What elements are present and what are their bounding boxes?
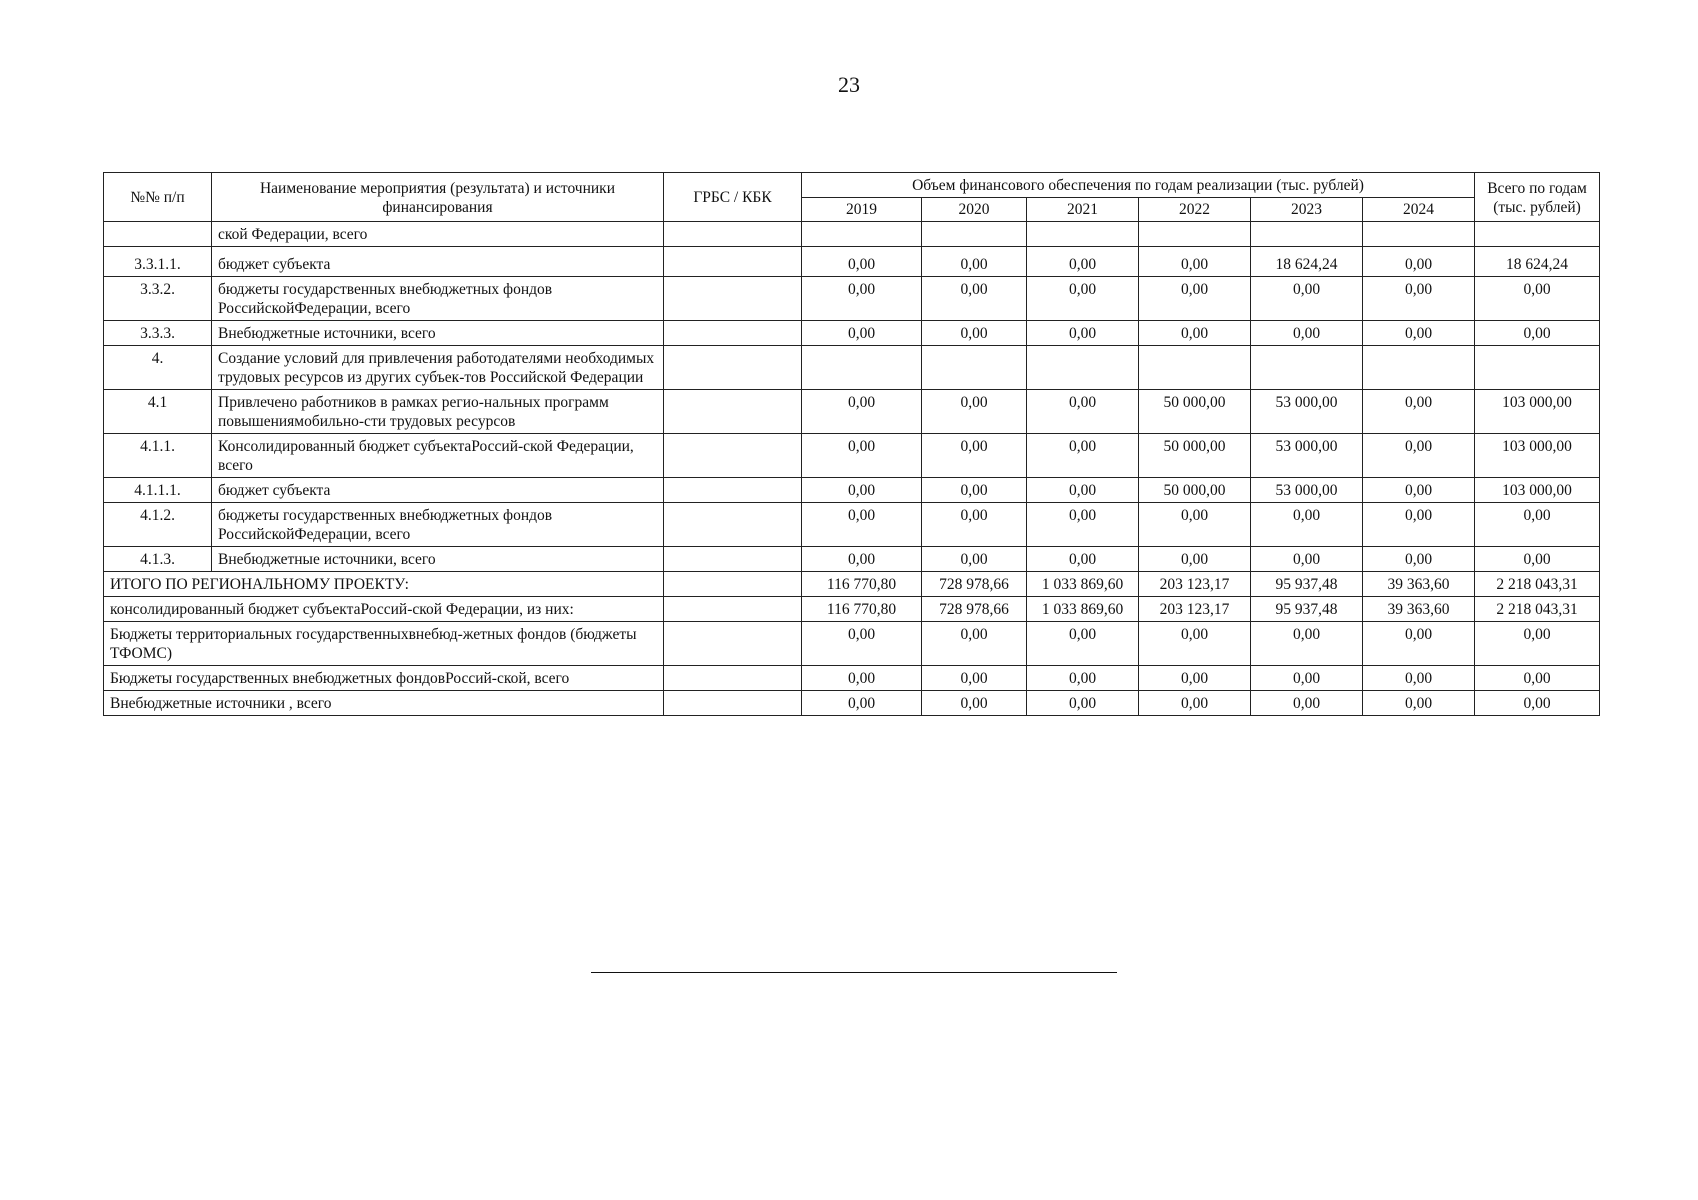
financing-table (103, 172, 1600, 716)
row-value: 0,00 (922, 277, 1027, 321)
row-value: 0,00 (802, 247, 922, 277)
row-value: 0,00 (922, 434, 1027, 478)
summary-label: Бюджеты территориальных государственныхвнебюд-жетных фондов (бюджеты ТФОМС) (104, 622, 664, 666)
summary-row (104, 572, 1600, 597)
summary-value: 0,00 (802, 691, 922, 716)
row-value: 0,00 (1363, 547, 1475, 572)
row-value: 0,00 (1251, 321, 1363, 346)
summary-total: 0,00 (1475, 666, 1600, 691)
summary-value: 0,00 (1363, 666, 1475, 691)
summary-row (104, 691, 1600, 716)
header-year: 2019 (802, 198, 922, 222)
row-total: 18 624,24 (1475, 247, 1600, 277)
row-total: 0,00 (1475, 503, 1600, 547)
row-name: Внебюджетные источники, всего (212, 321, 664, 346)
table-row (104, 321, 1600, 346)
row-name: Консолидированный бюджет субъектаРоссий-ской Федерации, всего (212, 434, 664, 478)
row-value: 0,00 (1027, 503, 1139, 547)
summary-value: 116 770,80 (802, 572, 922, 597)
row-number: 4.1 (104, 390, 212, 434)
row-value: 0,00 (922, 547, 1027, 572)
table-row (104, 346, 1600, 390)
summary-value: 0,00 (802, 666, 922, 691)
row-grbs (664, 247, 802, 277)
table-row (104, 247, 1600, 277)
row-grbs (664, 222, 802, 247)
row-number: 3.3.2. (104, 277, 212, 321)
row-value: 0,00 (802, 390, 922, 434)
row-grbs (664, 346, 802, 390)
row-value: 0,00 (1027, 547, 1139, 572)
row-value (922, 346, 1027, 390)
table-row (104, 547, 1600, 572)
row-value: 0,00 (1363, 478, 1475, 503)
summary-value: 39 363,60 (1363, 597, 1475, 622)
header-year: 2021 (1027, 198, 1139, 222)
row-value: 0,00 (802, 478, 922, 503)
row-value: 50 000,00 (1139, 478, 1251, 503)
header-grbs: ГРБС / КБК (664, 173, 802, 222)
summary-row (104, 666, 1600, 691)
row-value: 0,00 (922, 478, 1027, 503)
row-number: 4.1.3. (104, 547, 212, 572)
row-value: 0,00 (802, 547, 922, 572)
table-row (104, 503, 1600, 547)
row-grbs (664, 691, 802, 716)
row-value: 0,00 (1139, 503, 1251, 547)
row-value (1363, 222, 1475, 247)
row-number: 4.1.1.1. (104, 478, 212, 503)
table-row (104, 390, 1600, 434)
row-value (1251, 346, 1363, 390)
header-num: №№ п/п (104, 173, 212, 222)
row-value: 0,00 (1363, 390, 1475, 434)
summary-value: 95 937,48 (1251, 597, 1363, 622)
row-value: 0,00 (922, 247, 1027, 277)
row-value: 0,00 (1027, 390, 1139, 434)
header-volume: Объем финансового обеспечения по годам реализации (тыс. рублей) (802, 173, 1475, 198)
header-year: 2023 (1251, 198, 1363, 222)
row-value (1251, 222, 1363, 247)
summary-value: 0,00 (802, 622, 922, 666)
row-name: Создание условий для привлечения работодателями необходимых трудовых ресурсов из других субъек-тов Российской Федерации (212, 346, 664, 390)
row-value: 0,00 (1251, 277, 1363, 321)
row-grbs (664, 572, 802, 597)
row-value: 0,00 (1027, 434, 1139, 478)
row-value: 53 000,00 (1251, 390, 1363, 434)
summary-value: 0,00 (1363, 691, 1475, 716)
row-name: бюджет субъекта (212, 247, 664, 277)
row-value: 0,00 (1363, 434, 1475, 478)
row-name: Внебюджетные источники, всего (212, 547, 664, 572)
row-grbs (664, 321, 802, 346)
table-row (104, 478, 1600, 503)
row-grbs (664, 666, 802, 691)
row-value: 0,00 (1027, 321, 1139, 346)
row-total: 0,00 (1475, 277, 1600, 321)
summary-value: 0,00 (1363, 622, 1475, 666)
row-grbs (664, 597, 802, 622)
summary-total: 0,00 (1475, 691, 1600, 716)
row-value: 0,00 (802, 503, 922, 547)
summary-total: 0,00 (1475, 622, 1600, 666)
row-total: 103 000,00 (1475, 434, 1600, 478)
row-value (1139, 346, 1251, 390)
page-number: 23 (838, 72, 860, 97)
table-row (104, 222, 1600, 247)
row-value: 0,00 (1363, 321, 1475, 346)
table-row (104, 277, 1600, 321)
row-grbs (664, 390, 802, 434)
row-grbs (664, 434, 802, 478)
summary-value: 0,00 (1139, 666, 1251, 691)
row-value (1027, 222, 1139, 247)
header-year: 2022 (1139, 198, 1251, 222)
row-total: 103 000,00 (1475, 390, 1600, 434)
row-value (1363, 346, 1475, 390)
summary-total: 2 218 043,31 (1475, 597, 1600, 622)
row-value (1027, 346, 1139, 390)
row-value: 0,00 (1027, 277, 1139, 321)
row-number: 4. (104, 346, 212, 390)
row-value: 0,00 (1027, 478, 1139, 503)
row-value: 0,00 (1251, 503, 1363, 547)
row-grbs (664, 277, 802, 321)
end-of-document-rule (591, 972, 1117, 973)
summary-value: 203 123,17 (1139, 597, 1251, 622)
row-value: 50 000,00 (1139, 434, 1251, 478)
summary-value: 0,00 (922, 622, 1027, 666)
summary-value: 0,00 (1251, 691, 1363, 716)
row-grbs (664, 503, 802, 547)
row-value: 53 000,00 (1251, 478, 1363, 503)
row-value: 0,00 (1027, 247, 1139, 277)
summary-value: 728 978,66 (922, 572, 1027, 597)
row-total: 103 000,00 (1475, 478, 1600, 503)
summary-value: 0,00 (1251, 622, 1363, 666)
row-value (922, 222, 1027, 247)
summary-value: 0,00 (1251, 666, 1363, 691)
row-name: бюджеты государственных внебюджетных фондов РоссийскойФедерации, всего (212, 277, 664, 321)
row-name: ской Федерации, всего (212, 222, 664, 247)
row-value: 0,00 (1139, 247, 1251, 277)
summary-value: 0,00 (1027, 691, 1139, 716)
summary-label: Внебюджетные источники , всего (104, 691, 664, 716)
header-year: 2020 (922, 198, 1027, 222)
row-number: 3.3.1.1. (104, 247, 212, 277)
row-grbs (664, 478, 802, 503)
row-value: 53 000,00 (1251, 434, 1363, 478)
summary-label: ИТОГО ПО РЕГИОНАЛЬНОМУ ПРОЕКТУ: (104, 572, 664, 597)
row-name: Привлечено работников в рамках регио-нальных программ повышениямобильно-сти трудовых ресурсов (212, 390, 664, 434)
row-value: 0,00 (802, 321, 922, 346)
row-value: 50 000,00 (1139, 390, 1251, 434)
summary-label: Бюджеты государственных внебюджетных фондовРоссий-ской, всего (104, 666, 664, 691)
row-number (104, 222, 212, 247)
row-number: 3.3.3. (104, 321, 212, 346)
summary-value: 1 033 869,60 (1027, 597, 1139, 622)
row-value: 18 624,24 (1251, 247, 1363, 277)
row-value (1139, 222, 1251, 247)
header-year: 2024 (1363, 198, 1475, 222)
summary-value: 203 123,17 (1139, 572, 1251, 597)
header-name: Наименование мероприятия (результата) и источники финансирования (212, 173, 664, 222)
row-name: бюджеты государственных внебюджетных фондов РоссийскойФедерации, всего (212, 503, 664, 547)
summary-value: 1 033 869,60 (1027, 572, 1139, 597)
row-value: 0,00 (922, 390, 1027, 434)
row-value: 0,00 (1139, 547, 1251, 572)
row-name: бюджет субъекта (212, 478, 664, 503)
table-row (104, 434, 1600, 478)
summary-value: 0,00 (1027, 622, 1139, 666)
row-total (1475, 346, 1600, 390)
summary-value: 0,00 (1027, 666, 1139, 691)
summary-row (104, 622, 1600, 666)
row-value: 0,00 (1363, 277, 1475, 321)
summary-row (104, 597, 1600, 622)
row-value: 0,00 (922, 503, 1027, 547)
row-grbs (664, 547, 802, 572)
summary-value: 39 363,60 (1363, 572, 1475, 597)
summary-label: консолидированный бюджет субъектаРоссий-ской Федерации, из них: (104, 597, 664, 622)
summary-value: 95 937,48 (1251, 572, 1363, 597)
row-value: 0,00 (802, 277, 922, 321)
summary-value: 728 978,66 (922, 597, 1027, 622)
row-value: 0,00 (1363, 247, 1475, 277)
row-total: 0,00 (1475, 547, 1600, 572)
row-value (802, 346, 922, 390)
row-total (1475, 222, 1600, 247)
row-value: 0,00 (1139, 321, 1251, 346)
row-value: 0,00 (1251, 547, 1363, 572)
row-grbs (664, 622, 802, 666)
header-total: Всего по годам (тыс. рублей) (1475, 173, 1600, 222)
row-value: 0,00 (922, 321, 1027, 346)
row-value: 0,00 (1139, 277, 1251, 321)
row-number: 4.1.1. (104, 434, 212, 478)
row-total: 0,00 (1475, 321, 1600, 346)
row-number: 4.1.2. (104, 503, 212, 547)
summary-value: 0,00 (1139, 691, 1251, 716)
summary-value: 0,00 (922, 666, 1027, 691)
row-value (802, 222, 922, 247)
summary-value: 0,00 (922, 691, 1027, 716)
row-value: 0,00 (1363, 503, 1475, 547)
summary-value: 0,00 (1139, 622, 1251, 666)
summary-value: 116 770,80 (802, 597, 922, 622)
summary-total: 2 218 043,31 (1475, 572, 1600, 597)
row-value: 0,00 (802, 434, 922, 478)
